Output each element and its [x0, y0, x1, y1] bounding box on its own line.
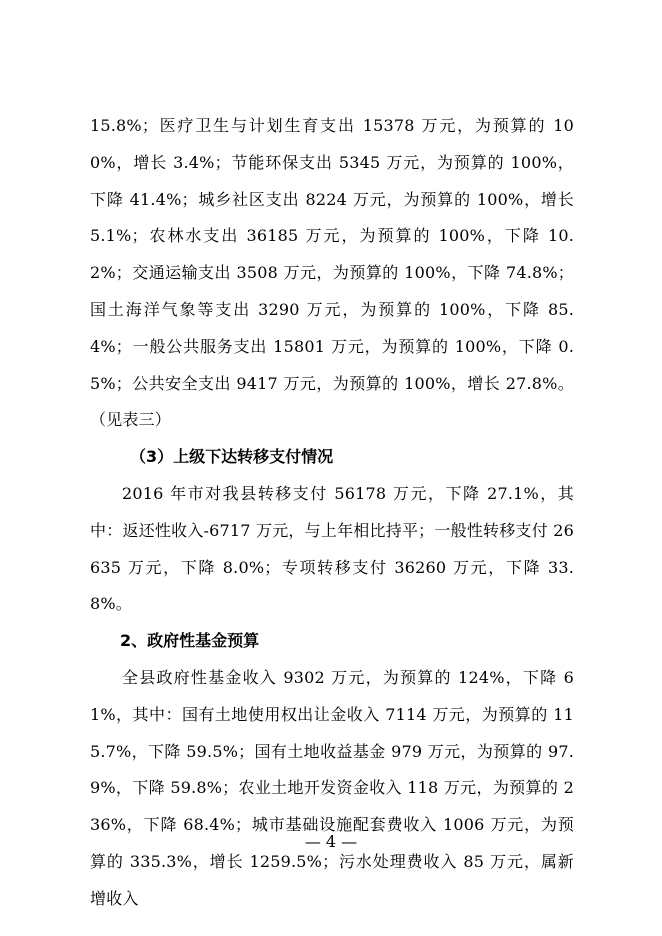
heading-transfer-payments: （3）上级下达转移支付情况 [130, 447, 334, 467]
paragraph-expenditure-details: 15.8%；医疗卫生与计划生育支出 15378 万元，为预算的 100%，增长 3.4%；节能环保支出 5345 万元，为预算的 100%，下降 41.4%；城乡社区支出 8224 万元，为预算的 100%，增长 5.1%；农林水支出 36185 万元，为预算的 100%，下降 10.2%；交通运输支出 3508 万元，为预算的 100%，下降 74.8%；国土海洋气象等支出 3290 万元，为预算的 100%，下降 85.4%；一般公共服务支出 15801 万元，为预算的 100%，下降 0.5%；公共安全支出 9417 万元，为预算的 100%，增长 27.8%。（见表三） [90, 116, 574, 430]
paragraph-transfer-payments: 2016 年市对我县转移支付 56178 万元，下降 27.1%，其中：返还性收入-6717 万元，与上年相比持平；一般性转移支付 26635 万元，下降 8.0%；专项转移支付 36260 万元，下降 33.8%。 [90, 483, 574, 614]
paragraph-government-fund-budget: 全县政府性基金收入 9302 万元，为预算的 124%，下降 61%，其中：国有土地使用权出让金收入 7114 万元，为预算的 115.7%，下降 59.5%；国有土地收益基金 979 万元，为预算的 97.9%，下降 59.8%；农业土地开发资金收入 118 万元，为预算的 236%，下降 68.4%；城市基础设施配套费收入 1006 万元，为预算的 335.3%，增长 1259.5%；污水处理费收入 85 万元，属新增收入 [90, 667, 574, 908]
document-body [90, 108, 574, 918]
page-number: — 4 — [304, 832, 358, 851]
heading-government-fund-budget: 2、政府性基金预算 [120, 631, 260, 651]
